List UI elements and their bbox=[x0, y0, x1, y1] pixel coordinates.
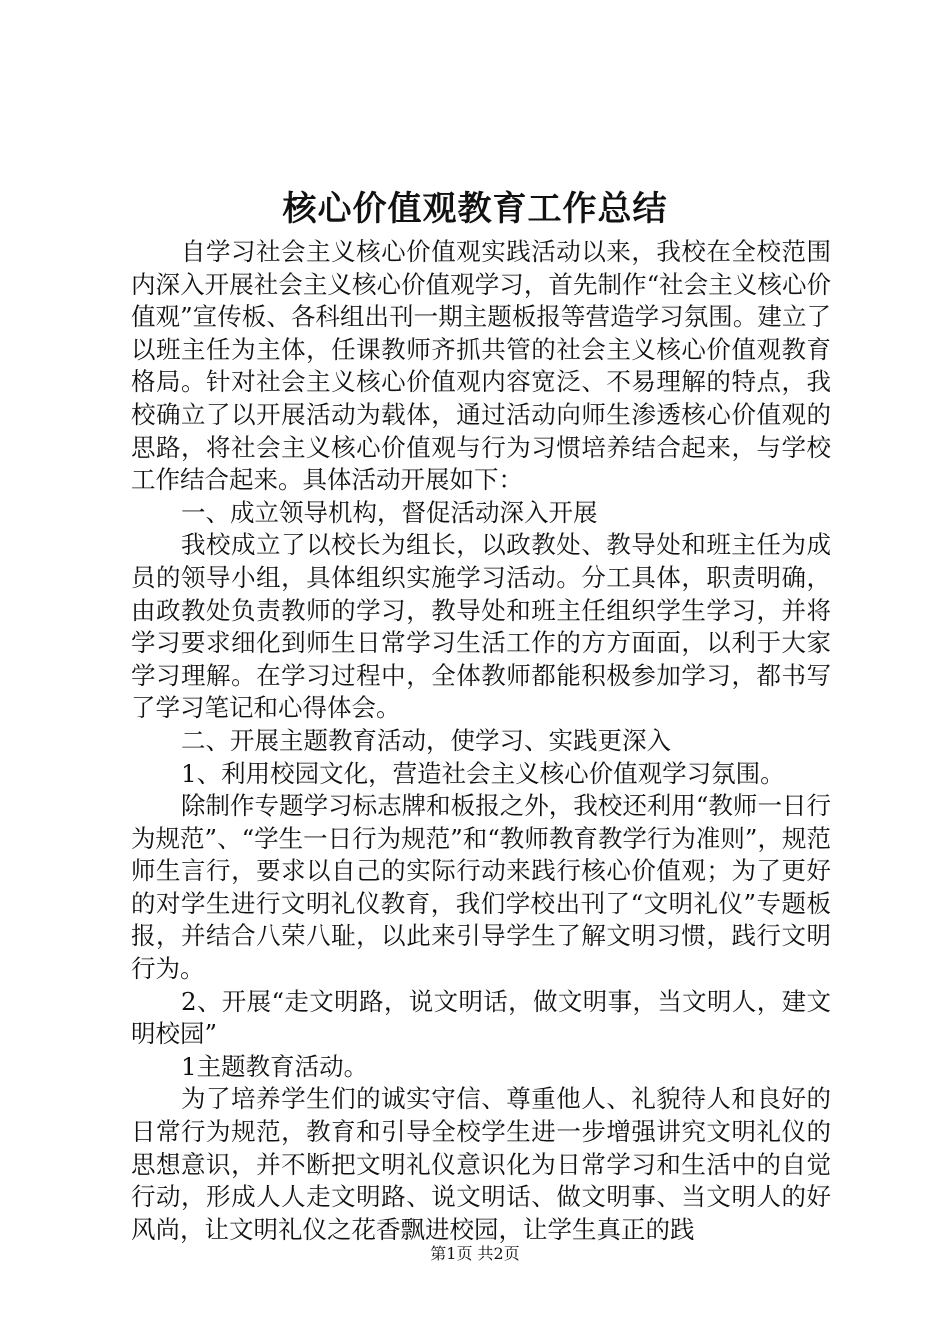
document-title: 核心价值观教育工作总结 bbox=[282, 189, 668, 229]
subheading-campus-culture: 1、利用校园文化，营造社会主义核心价值观学习氛围。 bbox=[181, 758, 785, 788]
subheading-theme-activity: 1主题教育活动。 bbox=[181, 1051, 369, 1081]
paragraph-intro: 自学习社会主义核心价值观实践活动以来，我校在全校范围内深入开展社会主义核心价值观学习，首先制作“社会主义核心价值观”宣传板、各科组出刊一期主题板报等营造学习氛围。建立了以班主任为主体，任课教师齐抓共管的社会主义核心价值观教育格局。针对社会主义核心价值观内容宽泛、不易理解的特点，我校确立了以开展活动为载体，通过活动向师生渗透核心价值观的思路，将社会主义核心价值观与行为习惯培养结合起来，与学校工作结合起来。具体活动开展如下： bbox=[131, 237, 831, 495]
section-heading-2: 二、开展主题教育活动，使学习、实践更深入 bbox=[181, 725, 671, 755]
paragraph-campus-culture: 除制作专题学习标志牌和板报之外，我校还利用“教师一日行为规范”、“学生一日行为规范”和“教师教育教学行为准则”，规范师生言行，要求以自己的实际行动来践行核心价值观；为了更好的对学生进行文明礼仪教育，我们学校出刊了“文明礼仪”专题板报，并结合八荣八耻，以此来引导学生了解文明习惯，践行文明行为。 bbox=[131, 791, 831, 984]
document-body bbox=[131, 236, 831, 1246]
subheading-civility-campaign: 2、开展“走文明路，说文明话，做文明事，当文明人，建文明校园” bbox=[131, 986, 831, 1049]
paragraph-leadership: 我校成立了以校长为组长，以政教处、教导处和班主任为成员的领导小组，具体组织实施学习活动。分工具体，职责明确，由政教处负责教师的学习，教导处和班主任组织学生学习，并将学习要求细化到师生日常学习生活工作的方方面面，以利于大家学习理解。在学习过程中，全体教师都能积极参加学习，都书写了学习笔记和心得体会。 bbox=[131, 530, 831, 723]
page-footer: 第1页 共2页 bbox=[430, 1244, 520, 1263]
section-heading-1: 一、成立领导机构，督促活动深入开展 bbox=[181, 497, 598, 527]
paragraph-civility: 为了培养学生们的诚实守信、尊重他人、礼貌待人和良好的日常行为规范，教育和引导全校学生进一步增强讲究文明礼仪的思想意识，并不断把文明礼仪意识化为日常学习和生活中的自觉行动，形成人人走文明路、说文明话、做文明事、当文明人的好风尚，让文明礼仪之花香飘进校园，让学生真正的践 bbox=[131, 1084, 831, 1244]
